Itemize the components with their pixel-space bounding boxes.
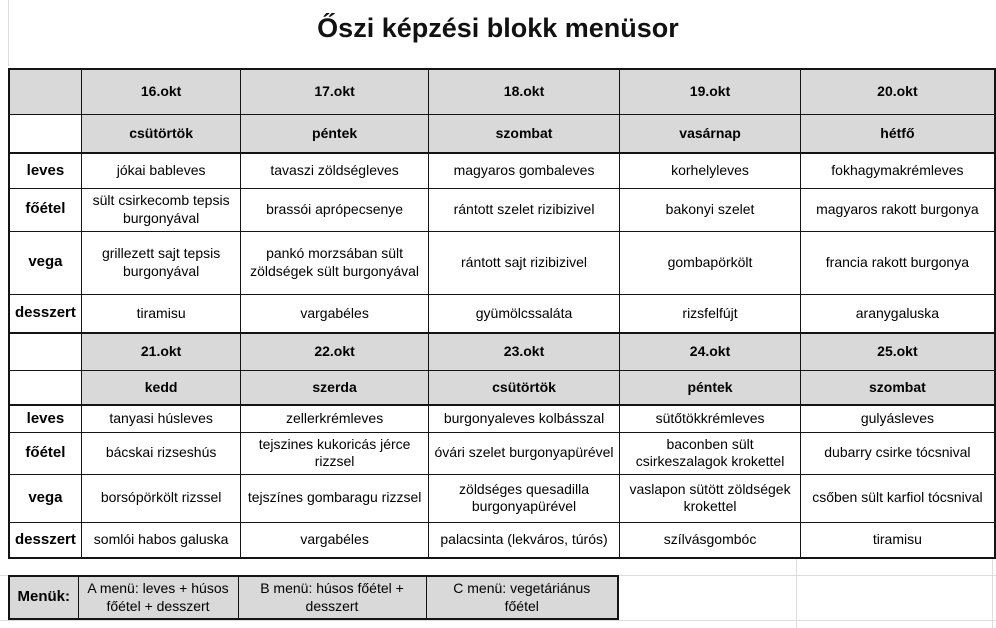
menu-cell: zellerkrémleves: [241, 405, 428, 432]
date-cell: 17.okt: [241, 69, 428, 114]
day-cell: szombat: [428, 114, 619, 153]
menu-table: [8, 68, 996, 559]
menu-cell: szílvásgombóc: [620, 522, 801, 558]
excel-gridline: [0, 620, 996, 621]
date-cell: 25.okt: [800, 333, 995, 370]
row-label: leves: [9, 153, 81, 188]
menu-cell: tejszines kukoricás jérce rizzsel: [241, 432, 428, 474]
menu-cell: francia rakott burgonya: [800, 231, 995, 294]
excel-gridline: [992, 557, 993, 628]
day-header-row: [9, 114, 995, 153]
date-cell: 20.okt: [800, 69, 995, 114]
menu-cell: vargabéles: [241, 522, 428, 558]
menu-a-text: A menü: leves + húsos főétel + desszert: [87, 580, 229, 614]
menu-cell: tejszínes gombaragu rizzsel: [241, 474, 428, 522]
menu-legend-table: [8, 575, 619, 620]
menu-cell: aranygaluska: [800, 294, 995, 333]
menu-cell: vargabéles: [241, 294, 428, 333]
table-row: [9, 294, 995, 333]
date-cell: 19.okt: [620, 69, 801, 114]
table-row: [9, 522, 995, 558]
menu-cell: palacsinta (lekváros, túrós): [428, 522, 619, 558]
menu-cell: bakonyi szelet: [620, 188, 801, 231]
date-cell: 16.okt: [81, 69, 240, 114]
menu-cell: rántott sajt rizibizivel: [428, 231, 619, 294]
table-row: [9, 405, 995, 432]
day-cell: csütörtök: [428, 370, 619, 405]
date-cell: 23.okt: [428, 333, 619, 370]
menu-legend-row: [9, 576, 618, 619]
menu-cell: borsópörkölt rizssel: [81, 474, 240, 522]
day-cell: péntek: [241, 114, 428, 153]
menu-cell: magyaros rakott burgonya: [800, 188, 995, 231]
excel-gridline: [796, 557, 797, 628]
day-header-row: [9, 370, 995, 405]
menu-c-text: C menü: vegetáriánus főétel: [453, 580, 591, 614]
table-row: [9, 188, 995, 231]
corner-cell: [9, 69, 81, 114]
date-cell: 18.okt: [428, 69, 619, 114]
menu-c-definition: [426, 576, 618, 619]
page-title: Őszi képzési blokk menüsor: [317, 13, 679, 43]
date-header-row: [9, 69, 995, 114]
menu-cell: fokhagymakrémleves: [800, 153, 995, 188]
menu-cell: baconben sült csirkeszalagok krokettel: [620, 432, 801, 474]
menu-cell: magyaros gombaleves: [428, 153, 619, 188]
date-cell: 22.okt: [241, 333, 428, 370]
day-cell: kedd: [81, 370, 240, 405]
menu-cell: rántott szelet rizibizivel: [428, 188, 619, 231]
menu-cell: tiramisu: [800, 522, 995, 558]
date-header-row: [9, 333, 995, 370]
corner-cell: [9, 370, 81, 405]
menu-cell: rizsfelfújt: [620, 294, 801, 333]
menu-cell: burgonyaleves kolbásszal: [428, 405, 619, 432]
menu-cell: grillezett sajt tepsis burgonyával: [81, 231, 240, 294]
menu-cell: gombapörkölt: [620, 231, 801, 294]
table-row: [9, 432, 995, 474]
menu-cell: tiramisu: [81, 294, 240, 333]
menu-b-text: B menü: húsos főétel + desszert: [260, 580, 404, 614]
menu-cell: pankó morzsában sült zöldségek sült burgonyával: [241, 231, 428, 294]
row-label: főétel: [9, 432, 81, 474]
menu-cell: tavaszi zöldségleves: [241, 153, 428, 188]
date-cell: 24.okt: [620, 333, 801, 370]
menu-cell: brassói aprópecsenye: [241, 188, 428, 231]
menu-cell: gyümölcssaláta: [428, 294, 619, 333]
menu-cell: somlói habos galuska: [81, 522, 240, 558]
day-cell: szombat: [800, 370, 995, 405]
menus-label: Menük:: [9, 576, 78, 619]
row-label: főétel: [9, 188, 81, 231]
row-label: desszert: [9, 522, 81, 558]
day-cell: hétfő: [800, 114, 995, 153]
menu-cell: csőben sült karfiol tócsnival: [800, 474, 995, 522]
menu-cell: sült csirkecomb tepsis burgonyával: [81, 188, 240, 231]
row-label: leves: [9, 405, 81, 432]
row-label: vega: [9, 231, 81, 294]
day-cell: szerda: [241, 370, 428, 405]
corner-cell: [9, 114, 81, 153]
menu-a-definition: [78, 576, 238, 619]
menu-cell: korhelyleves: [620, 153, 801, 188]
menu-cell: vaslapon sütött zöldségek krokettel: [620, 474, 801, 522]
table-row: [9, 153, 995, 188]
row-label: desszert: [9, 294, 81, 333]
menu-cell: óvári szelet burgonyapürével: [428, 432, 619, 474]
day-cell: vasárnap: [620, 114, 801, 153]
menu-cell: bácskai rizseshús: [81, 432, 240, 474]
table-row: [9, 474, 995, 522]
menu-cell: gulyásleves: [800, 405, 995, 432]
day-cell: péntek: [620, 370, 801, 405]
corner-cell: [9, 333, 81, 370]
day-cell: csütörtök: [81, 114, 240, 153]
table-row: [9, 231, 995, 294]
menu-b-definition: [238, 576, 426, 619]
menu-cell: zöldséges quesadilla burgonyapürével: [428, 474, 619, 522]
menu-cell: jókai bableves: [81, 153, 240, 188]
menu-cell: dubarry csirke tócsnival: [800, 432, 995, 474]
menu-cell: sütőtökkrémleves: [620, 405, 801, 432]
date-cell: 21.okt: [81, 333, 240, 370]
row-label: vega: [9, 474, 81, 522]
menu-cell: tanyasi húsleves: [81, 405, 240, 432]
